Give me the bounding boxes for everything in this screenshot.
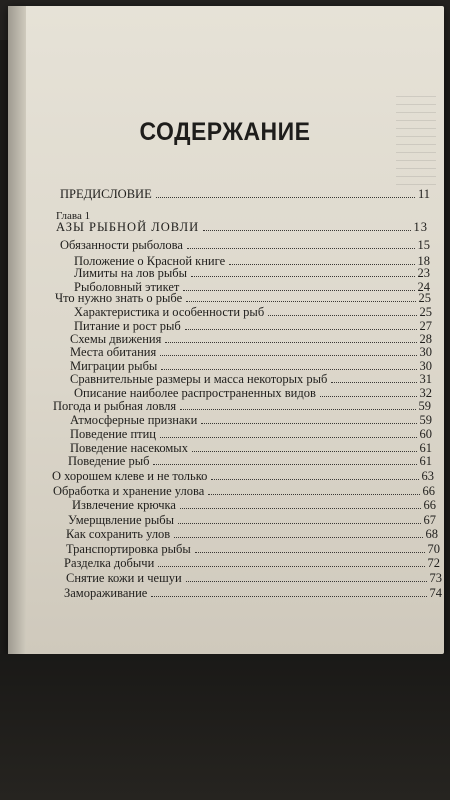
toc-entry: [64, 585, 442, 600]
toc-chapter-page: 13: [413, 220, 428, 234]
toc-entry-page: 72: [427, 556, 440, 570]
toc-preface: [60, 186, 430, 201]
dot-leader: [186, 581, 427, 582]
toc-entry-label: Как сохранить улов: [66, 527, 171, 541]
toc-entry-label: Характеристика и особенности рыб: [74, 305, 265, 319]
dot-leader: [268, 315, 416, 316]
toc-entry-label: Лимиты на лов рыбы: [74, 266, 188, 280]
toc-entry: [74, 304, 432, 319]
background-bottom: [0, 654, 450, 800]
toc-entry-label: Описание наиболее распространенных видов: [74, 386, 316, 400]
toc-entry: [64, 555, 440, 570]
dot-leader: [320, 396, 417, 397]
toc-entry: [55, 290, 431, 305]
toc-chapter: [56, 219, 428, 234]
chapter-number: Глава 1: [56, 210, 91, 222]
toc-entry-label: Замораживание: [64, 586, 148, 600]
toc-entry-label: Схемы движения: [70, 332, 162, 346]
toc-entry-page: 15: [417, 238, 430, 252]
dot-leader: [180, 409, 415, 410]
toc-entry-page: 61: [419, 441, 432, 455]
toc-entry: [68, 512, 436, 527]
page-title: СОДЕРЖАНИЕ: [139, 118, 311, 146]
toc-preface-page: 11: [417, 187, 430, 201]
toc-entry-label: Миграции рыбы: [70, 359, 158, 373]
toc-entry-page: 74: [429, 586, 442, 600]
dot-leader: [186, 301, 415, 302]
toc-entry-label: Положение о Красной книге: [74, 254, 226, 268]
toc-entry-label: Умерщвление рыбы: [68, 513, 175, 527]
toc-entry-page: 30: [419, 345, 432, 359]
dot-leader: [201, 423, 416, 424]
toc-entry-label: Поведение птиц: [70, 427, 156, 441]
dot-leader: [151, 596, 426, 597]
toc-entry: [68, 453, 432, 468]
toc-entry: [60, 237, 430, 252]
toc-entry-page: 25: [418, 291, 431, 305]
toc-entry: [53, 398, 431, 413]
toc-entry: [53, 483, 435, 498]
dot-leader: [178, 523, 420, 524]
dot-leader: [165, 342, 416, 343]
toc-entry-page: 66: [422, 484, 435, 498]
dot-leader: [331, 382, 416, 383]
toc-entry-label: Снятие кожи и чешуи: [66, 571, 182, 585]
toc-entry: [74, 265, 430, 280]
dot-leader: [153, 464, 416, 465]
toc-entry: [72, 497, 436, 512]
toc-preface-label: ПРЕДИСЛОВИЕ: [60, 187, 152, 201]
toc-entry-page: 60: [419, 427, 432, 441]
toc-entry-page: 27: [419, 319, 432, 333]
dot-leader: [185, 329, 417, 330]
toc-entry-page: 59: [418, 399, 431, 413]
toc-entry-label: Обработка и хранение улова: [53, 484, 205, 498]
dot-leader: [156, 197, 415, 198]
dot-leader: [161, 369, 416, 370]
toc-entry-page: 30: [419, 359, 432, 373]
toc-entry: [66, 526, 438, 541]
toc-entry-label: Атмосферные признаки: [70, 413, 198, 427]
toc-entry-page: 32: [419, 386, 432, 400]
toc-entry-page: 67: [423, 513, 436, 527]
toc-entry: [70, 371, 432, 386]
toc-entry: [52, 468, 434, 483]
toc-entry-label: Транспортировка рыбы: [66, 542, 191, 556]
toc-entry-page: 28: [419, 332, 432, 346]
toc-entry-page: 31: [419, 372, 432, 386]
toc-entry-page: 66: [423, 498, 436, 512]
toc-entry-page: 23: [417, 266, 430, 280]
toc-entry-page: 25: [419, 305, 432, 319]
toc-entry-page: 18: [417, 254, 430, 268]
toc-entry-label: Сравнительные размеры и масса некоторых рыб: [70, 372, 328, 386]
toc-entry-label: Поведение рыб: [68, 454, 150, 468]
toc-entry: [70, 426, 432, 441]
toc-entry-label: Поведение насекомых: [70, 441, 188, 455]
dot-leader: [180, 508, 421, 509]
toc-entry-label: Погода и рыбная ловля: [53, 399, 177, 413]
toc-entry-page: 24: [417, 280, 430, 294]
dot-leader: [160, 437, 417, 438]
dot-leader: [160, 355, 416, 356]
dot-leader: [208, 494, 419, 495]
dot-leader: [203, 230, 410, 231]
toc-entry-label: Рыболовный этикет: [74, 280, 180, 294]
dot-leader: [191, 276, 414, 277]
toc-entry-label: Что нужно знать о рыбе: [55, 291, 183, 305]
toc-entry-page: 61: [419, 454, 432, 468]
dot-leader: [158, 566, 424, 567]
toc-entry: [70, 412, 432, 427]
toc-entry-page: 73: [429, 571, 442, 585]
toc-entry-page: 59: [419, 413, 432, 427]
toc-entry: [66, 541, 440, 556]
toc-entry-label: О хорошем клеве и не только: [52, 469, 208, 483]
toc-entry-label: Разделка добычи: [64, 556, 155, 570]
toc-entry-page: 63: [421, 469, 434, 483]
toc-entry-page: 70: [427, 542, 440, 556]
toc-entry-page: 68: [425, 527, 438, 541]
toc-entry-label: Извлечение крючка: [72, 498, 176, 512]
dot-leader: [187, 248, 415, 249]
toc-chapter-label: АЗЫ РЫБНОЙ ЛОВЛИ: [56, 220, 200, 234]
dot-leader: [174, 537, 422, 538]
dot-leader: [211, 479, 418, 480]
toc-entry-label: Питание и рост рыб: [74, 319, 181, 333]
toc-entry: [70, 344, 432, 359]
dot-leader: [192, 451, 417, 452]
dot-leader: [195, 552, 425, 553]
toc-entry: [66, 570, 442, 585]
toc-entry-label: Места обитания: [70, 345, 157, 359]
toc-entry-label: Обязанности рыболова: [60, 238, 183, 252]
